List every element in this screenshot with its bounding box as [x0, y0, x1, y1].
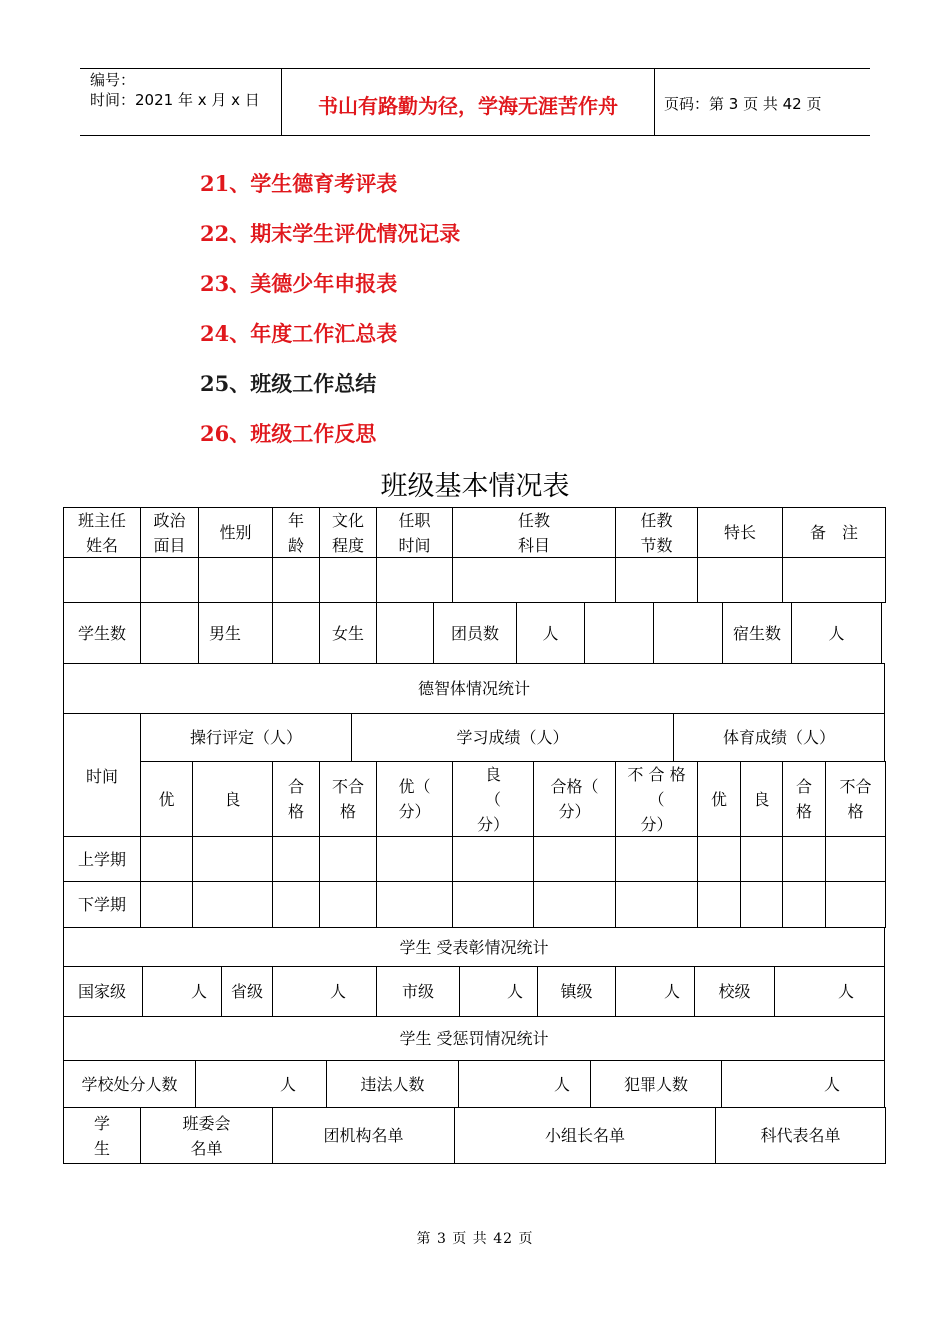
- punish-illegal-unit: 人: [458, 1060, 591, 1108]
- list-item: 21、学生德育考评表: [200, 171, 398, 196]
- sport-pass: 合 格: [782, 761, 826, 837]
- blank-cell[interactable]: [533, 881, 616, 928]
- header-meta: [90, 70, 260, 110]
- punish-title: 学生 受惩罚情况统计: [63, 1016, 885, 1061]
- list-item: 26、班级工作反思: [200, 421, 377, 446]
- blank-cell[interactable]: [319, 881, 377, 928]
- time-label: 时间: [63, 713, 141, 837]
- punish-school-unit: 人: [195, 1060, 327, 1108]
- sport-fail: 不合 格: [825, 761, 886, 837]
- blank-cell[interactable]: [192, 881, 273, 928]
- blank-cell[interactable]: [452, 881, 534, 928]
- head-remarks: 备 注: [782, 507, 886, 558]
- award-town: 镇级: [537, 966, 616, 1017]
- blank-cell[interactable]: [140, 836, 193, 882]
- blank-cell[interactable]: [825, 836, 886, 882]
- blank-cell[interactable]: [740, 881, 783, 928]
- list-item: 23、美德少年申报表: [200, 271, 398, 296]
- study-fail: 不 合 格 （ 分）: [615, 761, 698, 837]
- blank-cell[interactable]: [782, 881, 826, 928]
- committee-list: 班委会 名单: [140, 1107, 273, 1164]
- form-index-list: [200, 168, 460, 468]
- blank-cell[interactable]: [63, 557, 141, 603]
- head-tenure: 任职 时间: [376, 507, 453, 558]
- blank-cell[interactable]: [740, 836, 783, 882]
- blank-cell[interactable]: [533, 836, 616, 882]
- head-education: 文化 程度: [319, 507, 377, 558]
- blank-cell[interactable]: [825, 881, 886, 928]
- head-gender: 性别: [198, 507, 273, 558]
- sport-excellent: 优: [697, 761, 741, 837]
- blank-cell[interactable]: [615, 881, 698, 928]
- list-item: 22、期末学生评优情况记录: [200, 221, 461, 246]
- stats-title: 德智体情况统计: [63, 663, 885, 714]
- header-motto: 书山有路勤为径，学海无涯苦作舟: [318, 94, 618, 118]
- dorm-unit: 人: [791, 602, 882, 664]
- blank-cell[interactable]: [272, 602, 320, 664]
- term-first: 上学期: [63, 836, 141, 882]
- blank-cell[interactable]: [653, 602, 723, 664]
- head-subject: 任教 科目: [452, 507, 616, 558]
- award-province: 省级: [221, 966, 273, 1017]
- blank-cell[interactable]: [140, 881, 193, 928]
- head-periods: 任教 节数: [615, 507, 698, 558]
- header-top-rule: [80, 68, 870, 69]
- blank-cell[interactable]: [319, 836, 377, 882]
- punish-school: 学校处分人数: [63, 1060, 196, 1108]
- list-item: 24、年度工作汇总表: [200, 321, 398, 346]
- award-city: 市级: [376, 966, 460, 1017]
- subject-rep-list: 科代表名单: [715, 1107, 886, 1164]
- student-count-label: 学生数: [63, 602, 141, 664]
- award-town-unit: 人: [615, 966, 695, 1017]
- conduct-excellent: 优: [140, 761, 193, 837]
- female-label: 女生: [319, 602, 377, 664]
- blank-cell[interactable]: [272, 557, 320, 603]
- blank-cell[interactable]: [782, 836, 826, 882]
- term-second: 下学期: [63, 881, 141, 928]
- head-political: 政治 面目: [140, 507, 199, 558]
- league-label: 团员数: [433, 602, 517, 664]
- dorm-label: 宿生数: [722, 602, 792, 664]
- list-item: 25、班级工作总结: [200, 371, 377, 396]
- study-pass: 合格（ 分）: [533, 761, 616, 837]
- blank-cell[interactable]: [615, 557, 698, 603]
- blank-cell[interactable]: [272, 881, 320, 928]
- award-school: 校级: [694, 966, 775, 1017]
- league-list: 团机构名单: [272, 1107, 455, 1164]
- sport-good: 良: [740, 761, 783, 837]
- league-unit: 人: [516, 602, 585, 664]
- blank-cell[interactable]: [140, 557, 199, 603]
- blank-cell[interactable]: [697, 836, 741, 882]
- award-national: 国家级: [63, 966, 143, 1017]
- header-divider-2: [654, 68, 655, 136]
- conduct-pass: 合 格: [272, 761, 320, 837]
- punish-illegal: 违法人数: [326, 1060, 459, 1108]
- blank-cell[interactable]: [452, 836, 534, 882]
- conduct-group: 操行评定（人）: [140, 713, 352, 762]
- blank-cell[interactable]: [376, 602, 434, 664]
- number-label: 编号：: [90, 71, 136, 89]
- head-teacher-name: 班主任 姓名: [63, 507, 141, 558]
- study-group: 学习成绩（人）: [351, 713, 674, 762]
- award-national-unit: 人: [142, 966, 222, 1017]
- blank-cell[interactable]: [376, 881, 453, 928]
- header-bottom-rule: [80, 135, 870, 136]
- blank-cell[interactable]: [319, 557, 377, 603]
- page-footer: 第 3 页 共 42 页: [416, 1231, 534, 1247]
- award-school-unit: 人: [774, 966, 885, 1017]
- conduct-fail: 不合 格: [319, 761, 377, 837]
- group-leader-list: 小组长名单: [454, 1107, 716, 1164]
- head-age: 年 龄: [272, 507, 320, 558]
- blank-cell[interactable]: [198, 557, 273, 603]
- blank-cell[interactable]: [782, 557, 886, 603]
- punish-crime-unit: 人: [721, 1060, 885, 1108]
- blank-cell[interactable]: [697, 881, 741, 928]
- table-title: 班级基本情况表: [380, 471, 570, 502]
- blank-cell[interactable]: [140, 602, 199, 664]
- blank-cell[interactable]: [376, 836, 453, 882]
- award-city-unit: 人: [459, 966, 538, 1017]
- header-page-info: 页码：第 3 页 共 42 页: [664, 95, 822, 113]
- blank-cell[interactable]: [272, 836, 320, 882]
- study-good: 良 （ 分）: [452, 761, 534, 837]
- study-excellent: 优（ 分）: [376, 761, 453, 837]
- blank-cell[interactable]: [615, 836, 698, 882]
- punish-crime: 犯罪人数: [590, 1060, 722, 1108]
- blank-cell[interactable]: [452, 557, 616, 603]
- blank-cell[interactable]: [192, 836, 273, 882]
- male-label: 男生: [198, 602, 273, 664]
- head-specialty: 特长: [697, 507, 783, 558]
- sport-group: 体育成绩（人）: [673, 713, 885, 762]
- student-label: 学 生: [63, 1107, 141, 1164]
- blank-cell[interactable]: [584, 602, 654, 664]
- conduct-good: 良: [192, 761, 273, 837]
- blank-cell[interactable]: [697, 557, 783, 603]
- blank-cell[interactable]: [376, 557, 453, 603]
- time-label: 时间：2021 年 x 月 x 日: [90, 91, 260, 109]
- award-province-unit: 人: [272, 966, 377, 1017]
- awards-title: 学生 受表彰情况统计: [63, 927, 885, 967]
